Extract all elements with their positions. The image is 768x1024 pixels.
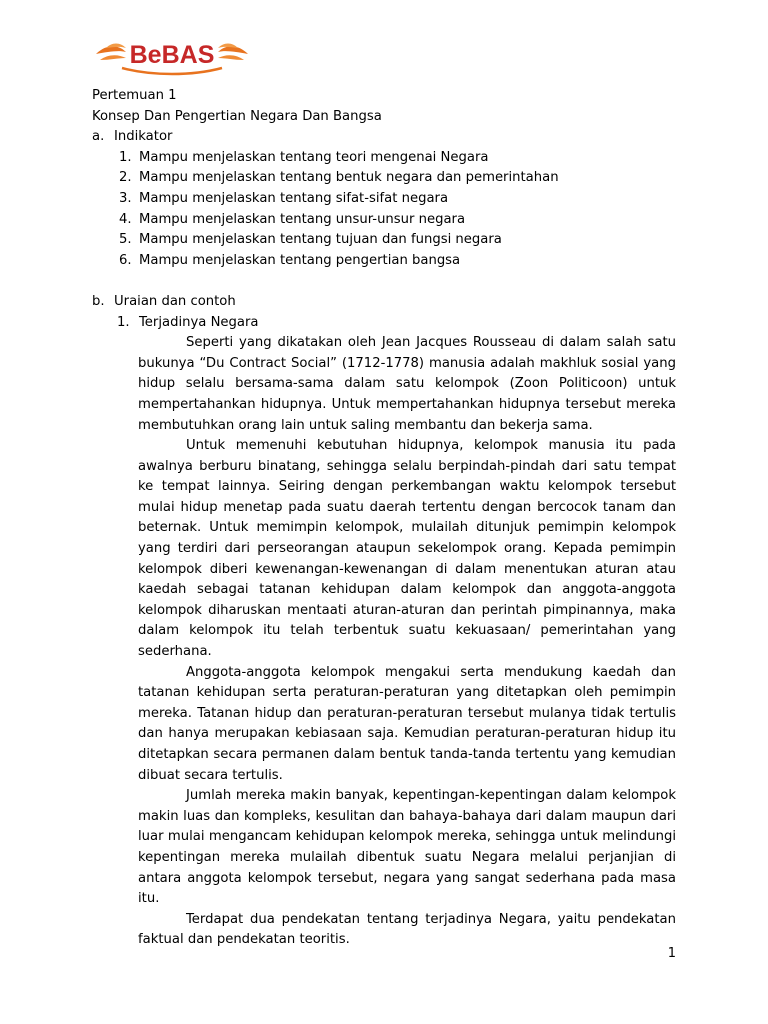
indicator-text: Mampu menjelaskan tentang tujuan dan fungsi negara [139, 232, 502, 248]
indicator-item [92, 210, 676, 231]
section-a-heading [92, 127, 676, 148]
subsection-1-number: 1. [117, 314, 130, 330]
indicator-item [92, 148, 676, 169]
document-title: Konsep Dan Pengertian Negara Dan Bangsa [92, 108, 382, 124]
bebas-logo-graphic [92, 30, 252, 76]
indicator-number: 3. [119, 190, 132, 206]
indicator-item [92, 168, 676, 189]
indicator-item [92, 251, 676, 272]
paragraph: Seperti yang dikatakan oleh Jean Jacques Rousseau di dalam salah satu bukunya “Du Contract Social” (1712-1778) manusia adalah makhluk sosial yang hidup selalu bersama-sama dalam satu kelompok (Zoon Politicoon) untuk mempertahankan hidupnya. Untuk mempertahankan hidupnya tersebut mereka membutuhkan orang lain untuk saling membantu dan bekerja sama. [138, 335, 676, 433]
section-a-label: Indikator [114, 129, 173, 145]
section-b-marker: b. [92, 293, 105, 309]
indicator-list [92, 148, 676, 272]
section-b-heading [92, 292, 676, 313]
indicator-number: 2. [119, 170, 132, 186]
indicator-item [92, 189, 676, 210]
section-a-marker: a. [92, 129, 105, 145]
logo-text: BeBAS [129, 41, 215, 69]
indicator-text: Mampu menjelaskan tentang bentuk negara dan pemerintahan [139, 170, 559, 186]
subsection-1-label: Terjadinya Negara [139, 314, 259, 330]
document-body [92, 86, 676, 951]
indicator-number: 6. [119, 252, 132, 268]
indicator-text: Mampu menjelaskan tentang sifat-sifat negara [139, 190, 449, 206]
paragraph: Jumlah mereka makin banyak, kepentingan-kepentingan dalam kelompok makin luas dan kompleks, kesulitan dan bahaya-bahaya dari dalam maupun dari luar mulai mengancam kehidupan kelompok mereka, sehingga untuk melindungi kepentingan mereka mulailah dibentuk suatu Negara melalui perjanjian di antara anggota kelompok tersebut, negara yang sangat sederhana pada masa itu. [138, 788, 676, 907]
indicator-number: 5. [119, 232, 132, 248]
section-b-label: Uraian dan contoh [114, 293, 236, 309]
indicator-text: Mampu menjelaskan tentang unsur-unsur negara [139, 211, 466, 227]
subsection-1-heading [92, 313, 676, 334]
bebas-logo [92, 30, 252, 76]
paragraph: Untuk memenuhi kebutuhan hidupnya, kelompok manusia itu pada awalnya berburu binatang, sehingga selalu berpindah-pindah dari satu tempat ke tempat lainnya. Seiring dengan perkembangan waktu kelompok tersebut mulai hidup menetap pada suatu daerah tertentu dengan bercocok tanam dan beternak. Untuk memimpin kelompok, mulailah ditunjuk pemimpin kelompok yang terdiri dari perseorangan ataupun sekelompok orang. Kepada pemimpin kelompok diberi kewenangan-kewenangan di dalam menentukan aturan atau kaedah sebagai tatanan kehidupan dalam kelompok dan anggota-anggota kelompok diharuskan mentaati aturan-aturan dan perintah pimpinannya, maka dalam kelompok itu telah terbentuk suatu kekuasaan/ pemerintahan yang sederhana. [138, 438, 676, 660]
indicator-item [92, 230, 676, 251]
indicator-text: Mampu menjelaskan tentang teori mengenai Negara [139, 149, 489, 165]
indicator-number: 1. [119, 149, 132, 165]
indicator-text: Mampu menjelaskan tentang pengertian bangsa [139, 252, 461, 268]
meeting-label: Pertemuan 1 [92, 88, 177, 103]
page-number: 1 [667, 946, 676, 961]
paragraph: Anggota-anggota kelompok mengakui serta mendukung kaedah dan tatanan kehidupan serta peraturan-peraturan yang ditetapkan oleh pemimpin mereka. Tatanan hidup dan peraturan-peraturan tersebut mulanya tidak tertulis dan hanya merupakan kebiasaan saja. Kemudian peraturan-peraturan hidup itu ditetapkan secara permanen dalam bentuk tanda-tanda tertentu yang kemudian dibuat secara tertulis. [138, 664, 676, 783]
paragraph: Terdapat dua pendekatan tentang terjadinya Negara, yaitu pendekatan faktual dan pendekatan teoritis. [138, 911, 676, 948]
indicator-number: 4. [119, 211, 132, 227]
blank-line [92, 271, 676, 292]
